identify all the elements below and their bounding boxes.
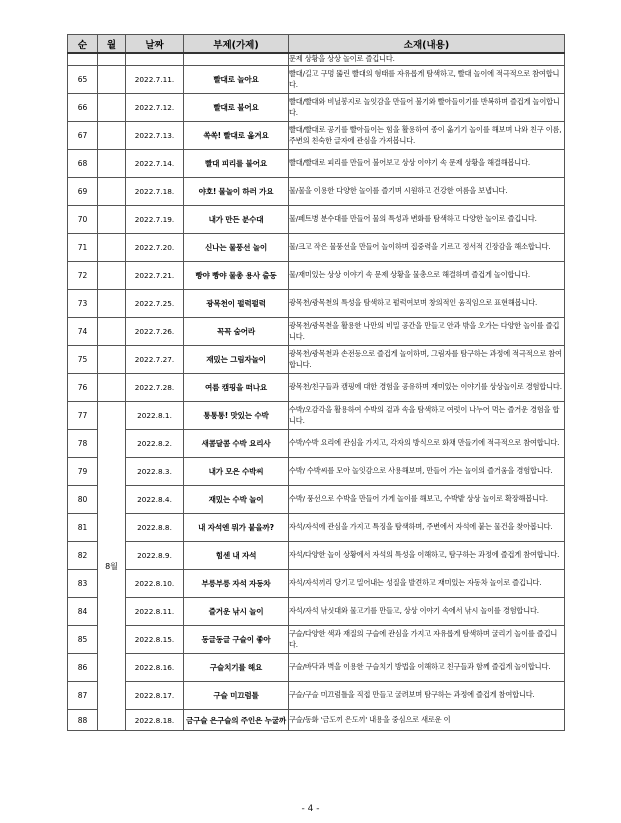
table-row: [68, 206, 565, 234]
row-date: 2022.8.3.: [126, 458, 184, 486]
table-row: [68, 710, 565, 731]
row-date: 2022.8.4.: [126, 486, 184, 514]
row-number: 88: [68, 710, 98, 731]
row-subtitle: 새콤달콤 수박 요리사: [184, 430, 289, 458]
row-number: 66: [68, 94, 98, 122]
row-content: 수박/수박 요리에 관심을 가지고, 각자의 방식으로 화채 만들기에 적극적으로 참여합니다.: [289, 430, 565, 458]
row-number: 71: [68, 234, 98, 262]
header-row: [68, 35, 565, 54]
row-date: 2022.7.18.: [126, 178, 184, 206]
month-cell-july: [98, 206, 126, 234]
table-row: [68, 290, 565, 318]
row-content: 자석/다양한 놀이 상황에서 자석의 특성을 이해하고, 탐구하는 과정에 즐겁게 참여합니다.: [289, 542, 565, 570]
row-subtitle: 빨대로 불어요: [184, 94, 289, 122]
row-subtitle: 통통통! 맛있는 수박: [184, 402, 289, 430]
continuation-text: 문제 상황을 상상 놀이로 즐깁니다.: [289, 53, 565, 66]
row-number: 86: [68, 654, 98, 682]
row-subtitle: 신나는 물풍선 놀이: [184, 234, 289, 262]
row-number: 80: [68, 486, 98, 514]
row-subtitle: 재밌는 그림자놀이: [184, 346, 289, 374]
schedule-table: [67, 34, 565, 731]
row-number: 87: [68, 682, 98, 710]
page-number: - 4 -: [301, 804, 320, 814]
row-content: 구슬/다양한 색과 재질의 구슬에 관심을 가지고 자유롭게 탐색하며 굴리기 놀이를 즐깁니다.: [289, 626, 565, 654]
table-row: [68, 122, 565, 150]
row-date: 2022.8.9.: [126, 542, 184, 570]
header-date: 날짜: [126, 35, 184, 54]
row-date: 2022.8.16.: [126, 654, 184, 682]
row-number: 81: [68, 514, 98, 542]
row-date: 2022.8.2.: [126, 430, 184, 458]
row-number: 79: [68, 458, 98, 486]
table-row: [68, 318, 565, 346]
row-content: 자석/자석 낚싯대와 물고기를 만들고, 상상 이야기 속에서 낚시 놀이를 경험합니다.: [289, 598, 565, 626]
row-date: 2022.7.11.: [126, 66, 184, 94]
row-number: 75: [68, 346, 98, 374]
month-cell-july: [98, 234, 126, 262]
row-date: 2022.8.17.: [126, 682, 184, 710]
month-cell-july: [98, 346, 126, 374]
row-subtitle: 내 자석엔 뭐가 붙을까?: [184, 514, 289, 542]
row-subtitle: 힘센 내 자석: [184, 542, 289, 570]
row-date: 2022.7.27.: [126, 346, 184, 374]
row-date: 2022.8.18.: [126, 710, 184, 731]
row-content: 빨대/빨대로 공기를 빨아들이는 힘을 활용하여 종이 옮기기 놀이를 해보며 나와 친구 이름, 주변의 친숙한 글자에 관심을 가져봅니다.: [289, 122, 565, 150]
month-cell-july: [98, 94, 126, 122]
table-row: [68, 346, 565, 374]
table-row: [68, 570, 565, 598]
table-row: [68, 626, 565, 654]
row-content: 광목천/광목천의 특성을 탐색하고 펄럭여보며 창의적인 움직임으로 표현해봅니다.: [289, 290, 565, 318]
row-number: 83: [68, 570, 98, 598]
month-cell-july: [98, 374, 126, 402]
row-subtitle: 즐거운 낚시 놀이: [184, 598, 289, 626]
row-number: 85: [68, 626, 98, 654]
table-row: [68, 654, 565, 682]
row-content: 빨대/빨대와 비닐봉지로 놀잇감을 만들어 불기와 빨아들이기를 반복하며 즐겁게 놀이합니다.: [289, 94, 565, 122]
table-row: [68, 430, 565, 458]
row-subtitle: 쏙쏙! 빨대로 옮겨요: [184, 122, 289, 150]
row-subtitle: 동글동글 구슬이 좋아: [184, 626, 289, 654]
row-date: 2022.8.11.: [126, 598, 184, 626]
table-row: [68, 682, 565, 710]
table-row: [68, 150, 565, 178]
row-number: 77: [68, 402, 98, 430]
row-number: 78: [68, 430, 98, 458]
row-subtitle: 빨대로 놀아요: [184, 66, 289, 94]
header-seq: 순: [68, 35, 98, 54]
row-number: 69: [68, 178, 98, 206]
row-subtitle: 꼭꼭 숨어라: [184, 318, 289, 346]
month-cell-august: 8월: [98, 402, 126, 731]
row-content: 물/재미있는 상상 이야기 속 문제 상황을 물총으로 해결하며 즐겁게 놀이합니다.: [289, 262, 565, 290]
table-row: [68, 374, 565, 402]
month-cell-july: [98, 318, 126, 346]
row-date: 2022.8.8.: [126, 514, 184, 542]
row-content: 수박/ 수박씨를 모아 놀잇감으로 사용해보며, 만들어 가는 놀이의 즐거움을 경험합니다.: [289, 458, 565, 486]
row-number: 67: [68, 122, 98, 150]
table-row: [68, 94, 565, 122]
row-subtitle: 금구슬 은구슬의 주인은 누굴까: [184, 710, 289, 731]
table-row: [68, 262, 565, 290]
month-cell-july: [98, 290, 126, 318]
row-subtitle: 광목천이 펄럭펄럭: [184, 290, 289, 318]
table-row: [68, 402, 565, 430]
row-number: 68: [68, 150, 98, 178]
row-content: 구슬/구슬 미끄럼틀을 직접 만들고 굴려보며 탐구하는 과정에 즐겁게 참여합니다.: [289, 682, 565, 710]
row-content: 물/크고 작은 물풍선을 만들어 놀이하며 집중력을 기르고 정서적 긴장감을 해소합니다.: [289, 234, 565, 262]
month-cell-july: [98, 262, 126, 290]
table-row: [68, 234, 565, 262]
row-content: 수박/ 풍선으로 수박을 만들어 가게 놀이를 해보고, 수박밭 상상 놀이로 확장해봅니다.: [289, 486, 565, 514]
table-row: [68, 458, 565, 486]
row-subtitle: 빨대 피리를 불어요: [184, 150, 289, 178]
row-subtitle: 야호! 물놀이 하러 가요: [184, 178, 289, 206]
row-number: 73: [68, 290, 98, 318]
row-content: 구슬/동화 '금도끼 은도끼' 내용을 중심으로 새로운 이: [289, 710, 565, 731]
row-subtitle: 내가 만든 분수대: [184, 206, 289, 234]
row-content: 자석/자석끼리 당기고 밀어내는 성질을 발견하고 재미있는 자동차 놀이로 즐깁니다.: [289, 570, 565, 598]
month-cell-july: [98, 178, 126, 206]
row-subtitle: 내가 모은 수박씨: [184, 458, 289, 486]
row-content: 자석/자석에 관심을 가지고 특징을 탐색하며, 주변에서 자석에 붙는 물건을 찾아봅니다.: [289, 514, 565, 542]
header-content: 소재(내용): [289, 35, 565, 54]
row-content: 구슬/바닥과 벽을 이용한 구슬치기 방법을 이해하고 친구들과 함께 즐겁게 놀이합니다.: [289, 654, 565, 682]
row-date: 2022.7.13.: [126, 122, 184, 150]
row-date: 2022.7.19.: [126, 206, 184, 234]
row-content: 빨대/빨대로 피리를 만들어 불어보고 상상 이야기 속 문제 상황을 해결해봅니다.: [289, 150, 565, 178]
row-content: 빨대/길고 구멍 뚫린 빨대의 형태를 자유롭게 탐색하고, 빨대 놀이에 적극적으로 참여합니다.: [289, 66, 565, 94]
continuation-row: [68, 53, 565, 66]
row-content: 물/물을 이용한 다양한 놀이를 즐기며 시원하고 건강한 여름을 보냅니다.: [289, 178, 565, 206]
table-row: [68, 514, 565, 542]
row-content: 광목천/광목천과 손전등으로 즐겁게 놀이하며, 그림자를 탐구하는 과정에 적극적으로 참여합니다.: [289, 346, 565, 374]
month-cell-july: [98, 66, 126, 94]
table-row: [68, 542, 565, 570]
row-subtitle: 여름 캠핑을 떠나요: [184, 374, 289, 402]
row-number: 72: [68, 262, 98, 290]
row-number: 70: [68, 206, 98, 234]
header-subtitle: 부제(가제): [184, 35, 289, 54]
table-row: [68, 178, 565, 206]
header-month: 월: [98, 35, 126, 54]
row-date: 2022.8.1.: [126, 402, 184, 430]
row-date: 2022.7.25.: [126, 290, 184, 318]
row-number: 74: [68, 318, 98, 346]
row-number: 76: [68, 374, 98, 402]
row-number: 82: [68, 542, 98, 570]
row-date: 2022.7.28.: [126, 374, 184, 402]
table-row: [68, 66, 565, 94]
table-row: [68, 598, 565, 626]
row-content: 광목천/친구들과 캠핑에 대한 경험을 공유하며 재미있는 이야기를 상상놀이로 경험합니다.: [289, 374, 565, 402]
row-content: 수박/오감각을 활용하여 수박의 겉과 속을 탐색하고 여럿이 나누어 먹는 즐거운 경험을 합니다.: [289, 402, 565, 430]
row-number: 84: [68, 598, 98, 626]
row-subtitle: 재밌는 수박 놀이: [184, 486, 289, 514]
row-number: 65: [68, 66, 98, 94]
row-date: 2022.7.26.: [126, 318, 184, 346]
row-content: 광목천/광목천을 활용한 나만의 비밀 공간을 만들고 안과 밖을 오가는 다양한 놀이를 즐깁니다.: [289, 318, 565, 346]
row-subtitle: 빵야 빵야 물총 용사 출동: [184, 262, 289, 290]
row-date: 2022.7.21.: [126, 262, 184, 290]
row-date: 2022.7.20.: [126, 234, 184, 262]
row-date: 2022.8.15.: [126, 626, 184, 654]
row-content: 물/페트병 분수대를 만들어 물의 특성과 변화를 탐색하고 다양한 놀이로 즐깁니다.: [289, 206, 565, 234]
row-date: 2022.7.12.: [126, 94, 184, 122]
month-cell-july: [98, 122, 126, 150]
row-date: 2022.7.14.: [126, 150, 184, 178]
month-cell-july: [98, 150, 126, 178]
row-subtitle: 구슬치기를 해요: [184, 654, 289, 682]
row-subtitle: 부릉부릉 자석 자동차: [184, 570, 289, 598]
row-date: 2022.8.10.: [126, 570, 184, 598]
row-subtitle: 구슬 미끄럼틀: [184, 682, 289, 710]
table-row: [68, 486, 565, 514]
